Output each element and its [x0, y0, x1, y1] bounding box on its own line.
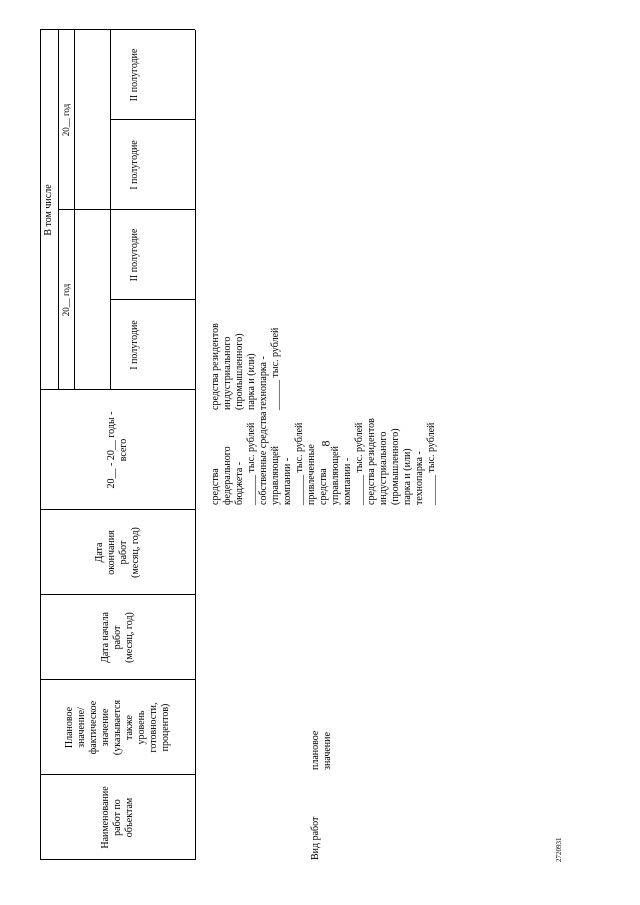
header-half-1: I полугодие	[128, 320, 140, 370]
header-year-1: 20__ год	[60, 283, 71, 317]
header-in-total: В том числе	[43, 184, 54, 236]
funding-residents-top: средства резидентов индустриального (промышленного) парка и (или) технопарка - ______ тыс. рублей	[210, 323, 281, 410]
header-plan-fact: Плановое значение/ фактическое значение (указывается также уровень готовности, процентов)	[63, 699, 171, 756]
header-half-2: II полугодие	[128, 228, 140, 282]
plan-value-label: плановое значение	[310, 730, 333, 770]
header-work-name: Наименование работ по объектам	[99, 786, 135, 849]
rotated-table	[40, 0, 580, 860]
header-end-date: Дата окончания работ (месяц, год)	[93, 527, 141, 578]
header-total-years: 20__ - 20__ годы - всего	[105, 411, 129, 489]
header-start-date: Дата начала работ (месяц, год)	[99, 612, 135, 663]
work-type-label: Вид работ	[310, 816, 321, 860]
document-id: 2720931	[555, 837, 563, 862]
header-half-3: I полугодие	[128, 140, 140, 190]
page-number: 8	[318, 440, 333, 447]
header-half-4: II полугодие	[128, 48, 140, 102]
header-year-2: 20__ год	[60, 103, 71, 137]
funding-sources-list: средства федерального бюджета - ______ тыс. рублей собственные средства управляющей компании - ______ тыс. рублей привлеченные средства управляющей компании - ______ тыс. рублей средства резидентов индустриального (промышленного) парка и (или) технопарка - ______ тыс. рублей	[210, 411, 437, 505]
